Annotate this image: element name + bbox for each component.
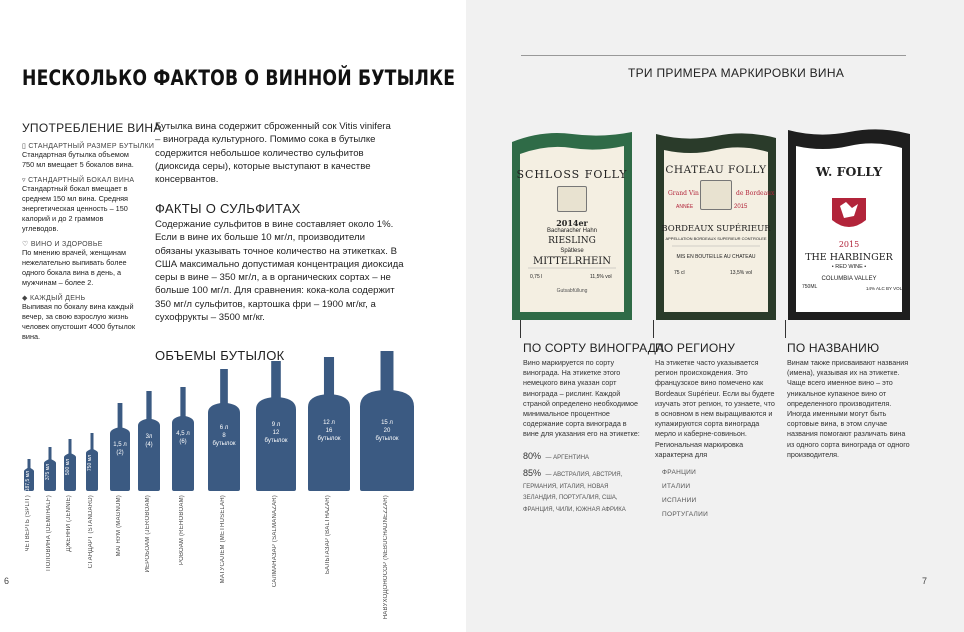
region-list	[662, 469, 708, 525]
bottle-name: БАЛЬТАЗАР (BALTHAZAR)	[325, 495, 331, 575]
region-item: ФРАНЦИИ	[662, 469, 697, 476]
label-sub: Bacharacher Hahn	[546, 228, 598, 234]
usage-item-label: СТАНДАРТНЫЙ БОКАЛ ВИНА	[28, 177, 135, 184]
usage-item	[22, 176, 140, 234]
usage-list	[22, 142, 155, 342]
wine-label-bordeaux	[656, 128, 776, 320]
stat-value: 85%	[523, 468, 542, 478]
right-page	[466, 0, 964, 632]
label-wine-name: THE HARBINGER	[805, 252, 893, 263]
label-producer: SCHLOSS FOLLY	[516, 168, 628, 181]
wine-label-riesling	[512, 128, 632, 320]
usage-item-label: СТАНДАРТНЫЙ РАЗМЕР БУТЫЛКИ	[28, 143, 155, 150]
bottle-capacity: 6 л 8 бутылок	[212, 425, 236, 448]
wine-glass-icon: ▿	[22, 177, 26, 184]
bottle-capacity: 1,5 л (2)	[113, 441, 127, 456]
left-page	[0, 0, 466, 632]
label-alc: 14% ALC BY VOL	[866, 286, 903, 291]
label-producer: W. FOLLY	[815, 164, 883, 179]
label-appellation-sub: APPELLATION BORDEAUX SUPERIEUR CONTROLEE	[665, 236, 767, 241]
bottle-name: ЧЕТВЕРТЬ (SPLIT)	[25, 495, 31, 552]
label-size: 75 cl	[674, 270, 685, 276]
usage-item	[22, 294, 140, 342]
usage-item-text: Выпивая по бокалу вина каждый вечер, за свою взрослую жизнь человек опустошит 4000 бутылок вина.	[22, 302, 136, 341]
region-item: ИСПАНИИ	[662, 497, 697, 504]
stat-value: 80%	[523, 451, 542, 461]
bottle-name: ИЕРОБОАМ (JEROBOAM)	[145, 495, 151, 573]
usage-item-text: Стандартная бутылка объемом 750 мл вмещает 5 бокалов вина.	[22, 150, 134, 169]
page-number-right: 7	[922, 576, 928, 586]
bottle-capacity: 4,5 л (6)	[176, 430, 190, 445]
column-heading-name: ПО НАЗВАНИЮ	[787, 341, 880, 355]
label-alc: 11,5% vol	[590, 274, 612, 280]
label-region: COLUMBIA VALLEY	[821, 276, 877, 282]
label-alc: 13,5% vol	[730, 270, 752, 276]
bottle-name: РОВОАМ (REHOBOAM)	[179, 495, 185, 565]
sulfites-heading: ФАКТЫ О СУЛЬФИТАХ	[155, 201, 301, 216]
bottle-name: ДЖЕННИ (JENNIE)	[66, 495, 72, 552]
usage-item-text: Стандартный бокал вмещает в среднем 150 мл вина. Средняя энергетическая ценность – 150 калорий и до 2 граммов углеводов.	[22, 184, 129, 233]
label-vintage: 2015	[838, 240, 860, 249]
label-style: Spätlese	[560, 248, 584, 254]
label-vintage: 2015	[734, 204, 748, 210]
pin-icon: ◆	[22, 295, 28, 302]
label-right-arc: de Bordeaux	[736, 190, 775, 197]
bottle-capacity: 375 мл	[45, 463, 51, 480]
bottle-name: МАТУСАЛЕМ (METHUSELAH)	[220, 495, 226, 584]
region-item: ПОРТУГАЛИИ	[662, 511, 709, 518]
grape-stats	[523, 446, 643, 514]
region-item: ИТАЛИИ	[662, 483, 691, 490]
label-vintage-label: ANNÉE	[676, 204, 694, 210]
bottle-name: МАГНУМ (MAGNUM)	[116, 495, 122, 557]
page-title: НЕСКОЛЬКО ФАКТОВ О ВИННОЙ БУТЫЛКЕ	[22, 66, 456, 90]
label-left-arc: Grand Vin	[668, 190, 699, 197]
bottle-name: СТАНДАРТ (STANDARD)	[88, 495, 94, 569]
bottle-capacity: 187,5 мл	[25, 471, 31, 492]
heart-icon: ♡	[22, 241, 29, 248]
label-size: 750ML	[802, 284, 818, 290]
volumes-heading: ОБЪЕМЫ БУТЫЛОК	[155, 348, 285, 363]
bottle-name: САЛМАНАЗАР (SALMANAZAR)	[272, 495, 278, 588]
bottle-capacity: 15 л 20 бутылок	[375, 420, 399, 443]
sulfites-text: Содержание сульфитов в вине составляет около 1%. Если в вине их больше 10 мг/л, производители обязаны указывать точное количество на этикетках. В США максимально допустимая концентрация диоксида серы в вине – 350 мг/л, а в органических сортах – не больше 100 мг/л. Для сравнения: кока-кола содержит 350 мг/л сульфитов, картошка фри – 1900 мг/кг, а сухофрукты – 3500 мг/кг.	[155, 219, 404, 324]
bottle-capacity: 3л (4)	[145, 433, 153, 448]
column-marker	[520, 320, 521, 338]
bottle-capacity: 12 л 16 бутылок	[317, 420, 341, 443]
column-text-region: На этикетке часто указывается регион происхождения. Это французское вино помечено как Bordeaux Supérieur. Если вы будете изучать этот регион, то узнаете, что в основном в нем выращиваются и купажируются сорта винограда мерло и каберне-совиньон. Региональная маркировка характерна для	[655, 358, 775, 459]
usage-item-text: По мнению врачей, женщинам нежелательно выпивать более одного бокала вина в день, а мужчинам – более 2.	[22, 248, 127, 287]
usage-item-label: ВИНО И ЗДОРОВЬЕ	[30, 241, 103, 248]
label-region: MITTELRHEIN	[533, 256, 611, 267]
column-marker	[653, 320, 654, 338]
bottle-name: ПОЛОВИНА (DEMI/HALF)	[46, 495, 52, 571]
bottle-icon: ▯	[22, 143, 27, 150]
label-grape: RIESLING	[548, 236, 596, 246]
bottle-capacity: 750 мл	[87, 455, 93, 472]
column-marker	[785, 320, 786, 338]
wine-label-harbinger	[788, 126, 910, 320]
usage-item	[22, 240, 140, 288]
intro-text: Бутылка вина содержит сброженный сок Vitis vinifera – винограда культурного. Помимо сока в бутылке содержится небольшое количество сульфитов (диоксида серы), которые выступают в качестве консервантов.	[155, 121, 391, 186]
label-vintage: 2014er	[556, 218, 588, 228]
label-size: 0,75 l	[530, 274, 543, 280]
right-title: ТРИ ПРИМЕРА МАРКИРОВКИ ВИНА	[628, 66, 845, 80]
label-type: • RED WINE •	[831, 264, 867, 270]
castle-icon	[557, 186, 587, 212]
column-text-name: Винам также присваивают названия (имена), указывая их на этикетке. Чаще всего именное вино – это уникальное купажное вино от определенного производителя. Иногда именными могут быть сортовые вина, в этом случае названия помогают различать вина из одного сорта винограда от одного производителя.	[787, 358, 910, 459]
label-appellation: BORDEAUX SUPÉRIEUR	[661, 224, 771, 234]
column-heading-region: ПО РЕГИОНУ	[655, 341, 736, 355]
page-number-left: 6	[4, 576, 10, 586]
label-producer: CHATEAU FOLLY	[665, 164, 767, 176]
top-rule	[521, 55, 906, 56]
column-text-grape: Вино маркируется по сорту винограда. На этикетке этого немецкого вина указан сорт винограда – рислинг. Каждой страной определено необходимое минимальное процентное содержание сорта винограда в вине для указания его на этикетке:	[523, 358, 640, 439]
usage-item	[22, 142, 155, 170]
bottle-sizes-chart	[0, 350, 466, 620]
stat-detail: — АВСТРАЛИЯ, АВСТРИЯ, ГЕРМАНИЯ, ИТАЛИЯ, НОВАЯ ЗЕЛАНДИЯ, ПОРТУГАЛИЯ, США, ФРАНЦИЯ, ЧИЛИ, ЮЖНАЯ АФРИКА	[523, 472, 626, 513]
stat-detail: — АРГЕНТИНА	[545, 455, 590, 461]
bottle-capacity: 500 мл	[65, 458, 71, 475]
chateau-icon	[700, 180, 732, 210]
bottle-capacity: 9 л 12 бутылок	[264, 422, 288, 445]
label-bottler: MIS EN BOUTEILLE AU CHATEAU	[676, 254, 756, 260]
usage-heading: УПОТРЕБЛЕНИЕ ВИНА	[22, 121, 162, 135]
label-fine: Gutsabfüllung	[556, 288, 588, 294]
column-heading-grape: ПО СОРТУ ВИНОГРАДА	[523, 341, 665, 355]
bottle-name: НАВУХОДОНОСОР (NEBUCHADNEZZAR)	[383, 495, 389, 620]
usage-item-label: КАЖДЫЙ ДЕНЬ	[29, 295, 86, 302]
